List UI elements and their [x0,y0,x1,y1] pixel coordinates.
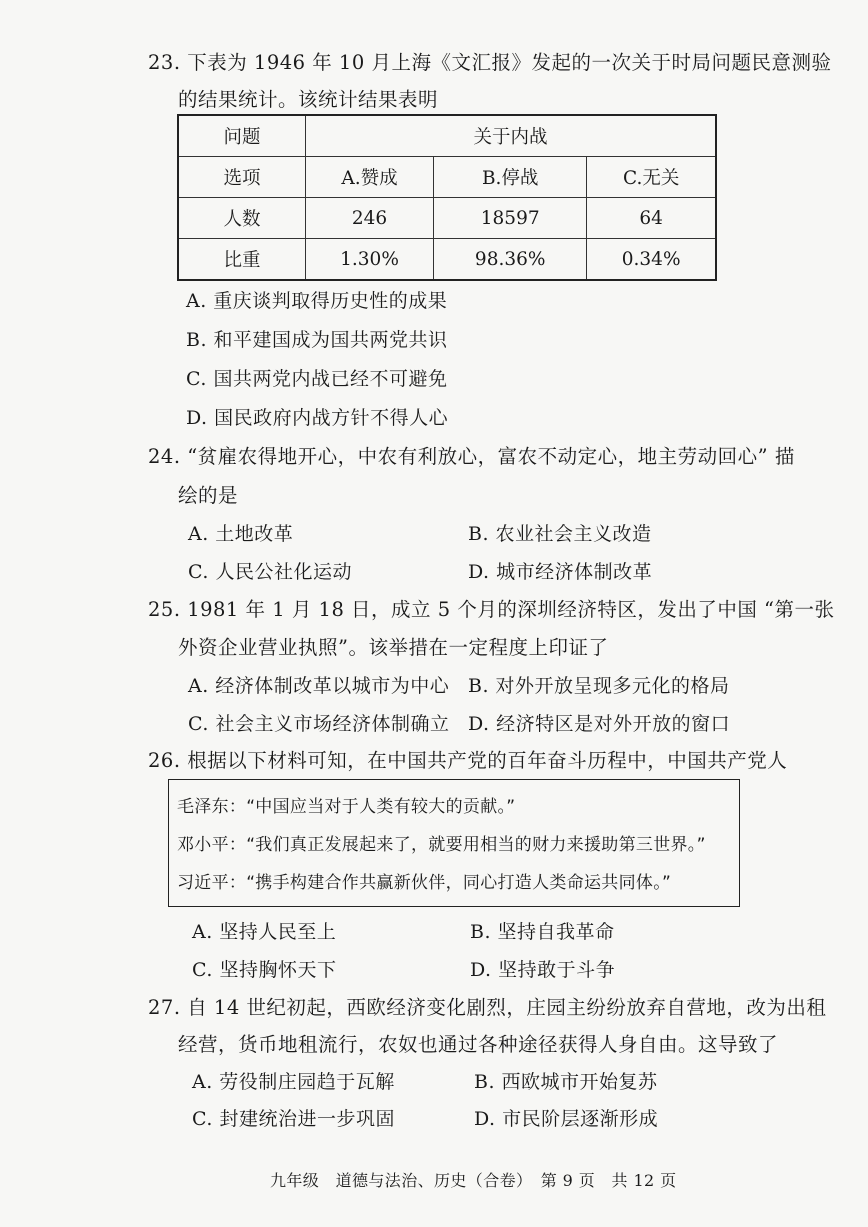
q25-option-a: A. 经济体制改革以城市为中心 [188,675,450,697]
table-row [178,157,716,198]
page-footer: 九年级 道德与法治、历史（合卷） 第 9 页 共 12 页 [270,1171,677,1190]
q24-stem-line2: 绘的是 [178,484,239,507]
q26-option-a: A. 坚持人民至上 [192,921,337,943]
q27-option-d: D. 市民阶层逐渐形成 [474,1108,659,1130]
q26-option-d: D. 坚持敢于斗争 [470,959,616,981]
table-row [178,198,716,239]
table-cell: 人数 [178,198,306,239]
q23-option-a: A. 重庆谈判取得历史性的成果 [186,290,448,312]
quote-deng: 邓小平：“我们真正发展起来了，就要用相当的财力来援助第三世界。” [177,835,706,855]
q23-stem-line1: 23. 下表为 1946 年 10 月上海《文汇报》发起的一次关于时局问题民意测验 [148,51,832,74]
q24-stem-line1: 24. “贫雇农得地开心，中农有利放心，富农不动定心，地主劳动回心” 描 [148,445,795,468]
q25-option-c: C. 社会主义市场经济体制确立 [188,713,450,735]
table-cell: C.无关 [587,157,716,198]
q27-stem-line2: 经营，货币地租流行，农奴也通过各种途径获得人身自由。这导致了 [178,1033,779,1056]
poll-results-table [177,114,717,281]
table-cell: 0.34% [587,239,716,281]
table-cell: 选项 [178,157,306,198]
q25-stem-line2: 外资企业营业执照”。该举措在一定程度上印证了 [178,636,609,659]
table-row [178,239,716,281]
q24-option-c: C. 人民公社化运动 [188,561,352,583]
q27-stem-line1: 27. 自 14 世纪初起，西欧经济变化剧烈，庄园主纷纷放弃自营地，改为出租 [148,996,827,1019]
q23-option-c: C. 国共两党内战已经不可避免 [186,368,448,390]
table-cell: 246 [306,198,434,239]
q26-stem-line1: 26. 根据以下材料可知，在中国共产党的百年奋斗历程中，中国共产党人 [148,749,788,772]
table-row [178,115,716,157]
table-cell: 98.36% [434,239,587,281]
q23-stem-line2: 的结果统计。该统计结果表明 [178,88,439,111]
q27-option-a: A. 劳役制庄园趋于瓦解 [192,1071,395,1093]
table-cell: 18597 [434,198,587,239]
table-cell: 1.30% [306,239,434,281]
table-cell: B.停战 [434,157,587,198]
table-cell: 比重 [178,239,306,281]
q24-option-a: A. 土地改革 [188,523,294,545]
q27-option-b: B. 西欧城市开始复苏 [474,1071,658,1093]
table-cell: 问题 [178,115,306,157]
quote-mao: 毛泽东：“中国应当对于人类有较大的贡献。” [177,797,516,817]
q24-option-b: B. 农业社会主义改造 [468,523,652,545]
q26-option-b: B. 坚持自我革命 [470,921,615,943]
q23-option-d: D. 国民政府内战方针不得人心 [186,407,449,429]
table-cell: A.赞成 [306,157,434,198]
table-cell: 关于内战 [306,115,717,157]
q25-stem-line1: 25. 1981 年 1 月 18 日，成立 5 个月的深圳经济特区，发出了中国 “第一张 [148,598,835,621]
quote-xi: 习近平：“携手构建合作共赢新伙伴，同心打造人类命运共同体。” [177,873,672,893]
q27-option-c: C. 封建统治进一步巩固 [192,1108,395,1130]
table-cell: 64 [587,198,716,239]
q26-option-c: C. 坚持胸怀天下 [192,959,337,981]
q25-option-d: D. 经济特区是对外开放的窗口 [468,713,731,735]
quote-material-box [168,779,740,907]
q25-option-b: B. 对外开放呈现多元化的格局 [468,675,730,697]
q24-option-d: D. 城市经济体制改革 [468,561,653,583]
q23-option-b: B. 和平建国成为国共两党共识 [186,329,448,351]
